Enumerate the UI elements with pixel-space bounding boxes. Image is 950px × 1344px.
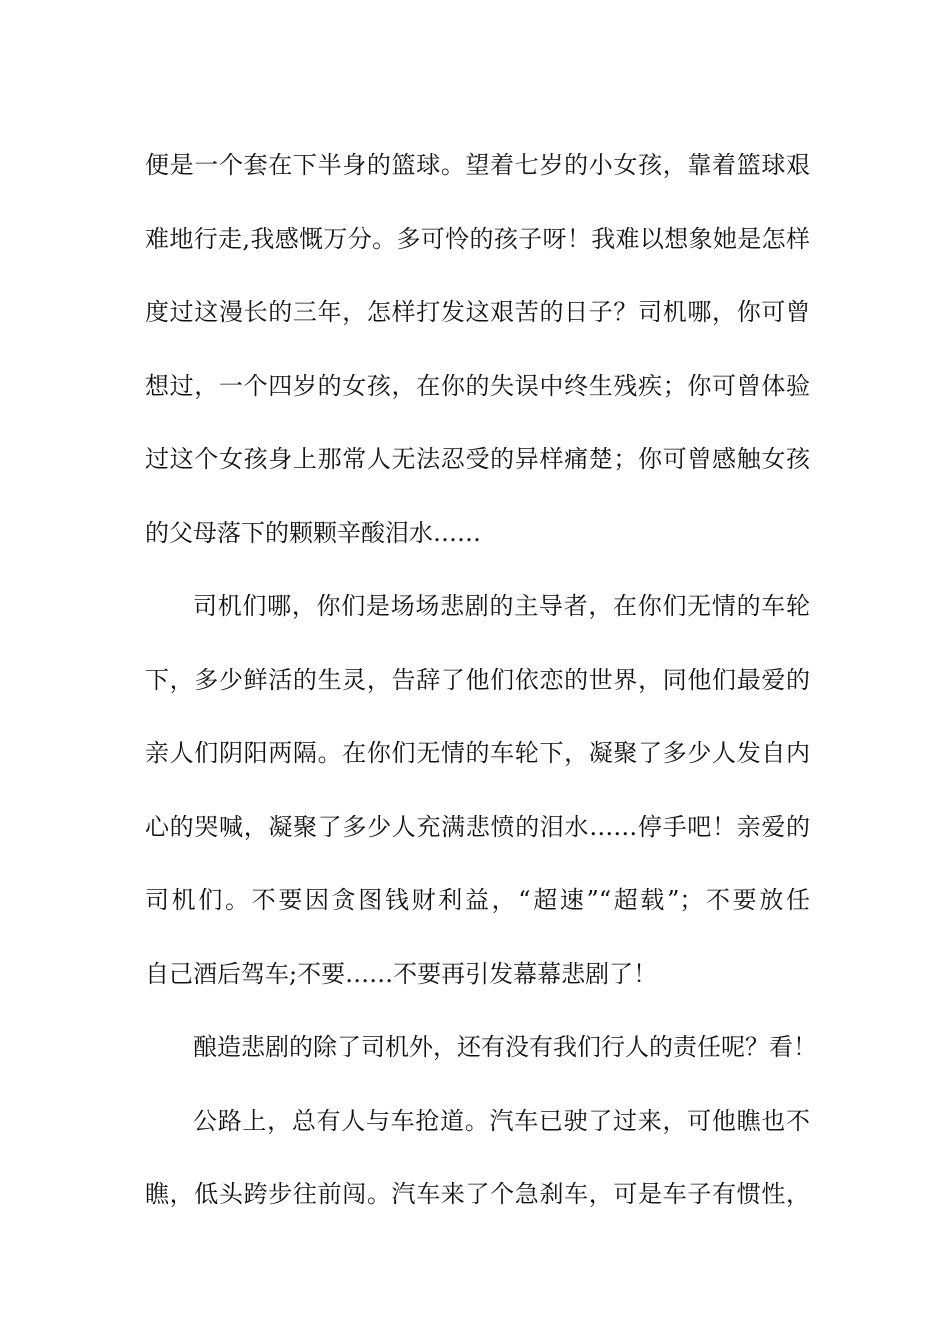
- text-line: 瞧，低头跨步往前闯。汽车来了个急刹车，可是车子有惯性，: [145, 1180, 810, 1208]
- text-line: 想过，一个四岁的女孩，在你的失误中终生残疾；你可曾体验: [145, 371, 810, 400]
- text-line: 公路上，总有人与车抢道。汽车已驶了过来，可他瞧也不: [193, 1106, 810, 1135]
- text-line: 司机们哪，你们是场场悲剧的主导者，在你们无情的车轮: [193, 592, 810, 620]
- text-line: 过这个女孩身上那常人无法忍受的异样痛楚；你可曾感触女孩: [145, 445, 810, 473]
- text-line: 的父母落下的颗颗辛酸泪水……: [145, 518, 481, 547]
- text-line: 难地行走,我感慨万分。多可怜的孩子呀！我难以想象她是怎样: [145, 224, 810, 253]
- text-line: 心的哭喊，凝聚了多少人充满悲愤的泪水……停手吧！亲爱的: [145, 812, 810, 841]
- text-line: 度过这漫长的三年，怎样打发这艰苦的日子？司机哪，你可曾: [145, 298, 810, 326]
- text-line: 便是一个套在下半身的篮球。望着七岁的小女孩，靠着篮球艰: [145, 151, 810, 179]
- text-line: 自己酒后驾车;不要……不要再引发幕幕悲剧了！: [145, 959, 658, 988]
- text-line: 酿造悲剧的除了司机外，还有没有我们行人的责任呢？看！: [193, 1033, 817, 1061]
- text-line: 亲人们阴阳两隔。在你们无情的车轮下，凝聚了多少人发自内: [145, 739, 810, 767]
- text-line: 下，多少鲜活的生灵，告辞了他们依恋的世界，同他们最爱的: [145, 665, 810, 694]
- body-text: [145, 129, 817, 1232]
- text-line: 司机们。不要因贪图钱财利益，“超速”“超载”；不要放任: [145, 886, 810, 914]
